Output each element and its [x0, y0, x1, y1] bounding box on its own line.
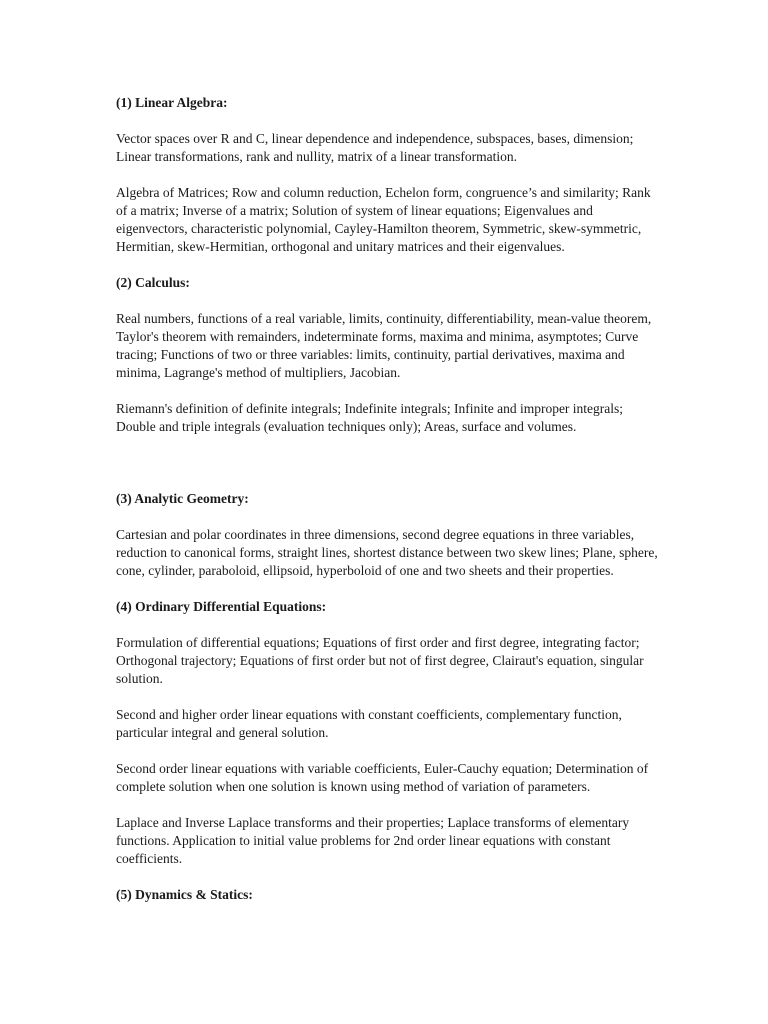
section-heading: (3) Analytic Geometry:	[116, 491, 249, 506]
section-calculus	[116, 274, 661, 436]
paragraph: Laplace and Inverse Laplace transforms and their properties; Laplace transforms of elementary functions. Application to initial value problems for 2nd order linear equations with constant coefficients.	[116, 815, 630, 866]
paragraph: Vector spaces over R and C, linear dependence and independence, subspaces, bases, dimension; Linear transformations, rank and nullity, matrix of a linear transformation.	[116, 131, 634, 164]
section-dynamics-statics	[116, 886, 661, 904]
section-heading: (5) Dynamics & Statics:	[116, 887, 253, 902]
paragraph: Formulation of differential equations; Equations of first order and first degree, integrating factor; Orthogonal trajectory; Equations of first order but not of first degree, Clairaut's equation, singular solution.	[116, 635, 644, 686]
section-heading: (1) Linear Algebra:	[116, 95, 228, 110]
section-ordinary-differential-equations	[116, 598, 661, 868]
section-heading: (4) Ordinary Differential Equations:	[116, 599, 327, 614]
paragraph: Cartesian and polar coordinates in three dimensions, second degree equations in three variables, reduction to canonical forms, straight lines, shortest distance between two skew lines; Plane, sphere, cone, cylinder, paraboloid, ellipsoid, hyperboloid of one and two sheets and their properties.	[116, 527, 658, 578]
blank-spacer	[116, 454, 661, 490]
section-analytic-geometry	[116, 490, 661, 580]
section-linear-algebra	[116, 94, 661, 256]
paragraph: Second and higher order linear equations with constant coefficients, complementary function, particular integral and general solution.	[116, 707, 622, 740]
paragraph: Real numbers, functions of a real variable, limits, continuity, differentiability, mean-value theorem, Taylor's theorem with remainders, indeterminate forms, maxima and minima, asymptotes; Curve tracing; Functions of two or three variables: limits, continuity, partial derivatives, maxima and minima, Lagrange's method of multipliers, Jacobian.	[116, 311, 652, 380]
paragraph: Riemann's definition of definite integrals; Indefinite integrals; Infinite and improper integrals; Double and triple integrals (evaluation techniques only); Areas, surface and volumes.	[116, 401, 624, 434]
section-heading: (2) Calculus:	[116, 275, 190, 290]
paragraph: Second order linear equations with variable coefficients, Euler-Cauchy equation; Determination of complete solution when one solution is known using method of variation of parameters.	[116, 761, 649, 794]
document-body	[116, 94, 661, 922]
paragraph: Algebra of Matrices; Row and column reduction, Echelon form, congruence’s and similarity; Rank of a matrix; Inverse of a matrix; Solution of system of linear equations; Eigenvalues and eigenvectors, characteristic polynomial, Cayley-Hamilton theorem, Symmetric, skew-symmetric, Hermitian, skew-Hermitian, orthogonal and unitary matrices and their eigenvalues.	[116, 185, 651, 254]
